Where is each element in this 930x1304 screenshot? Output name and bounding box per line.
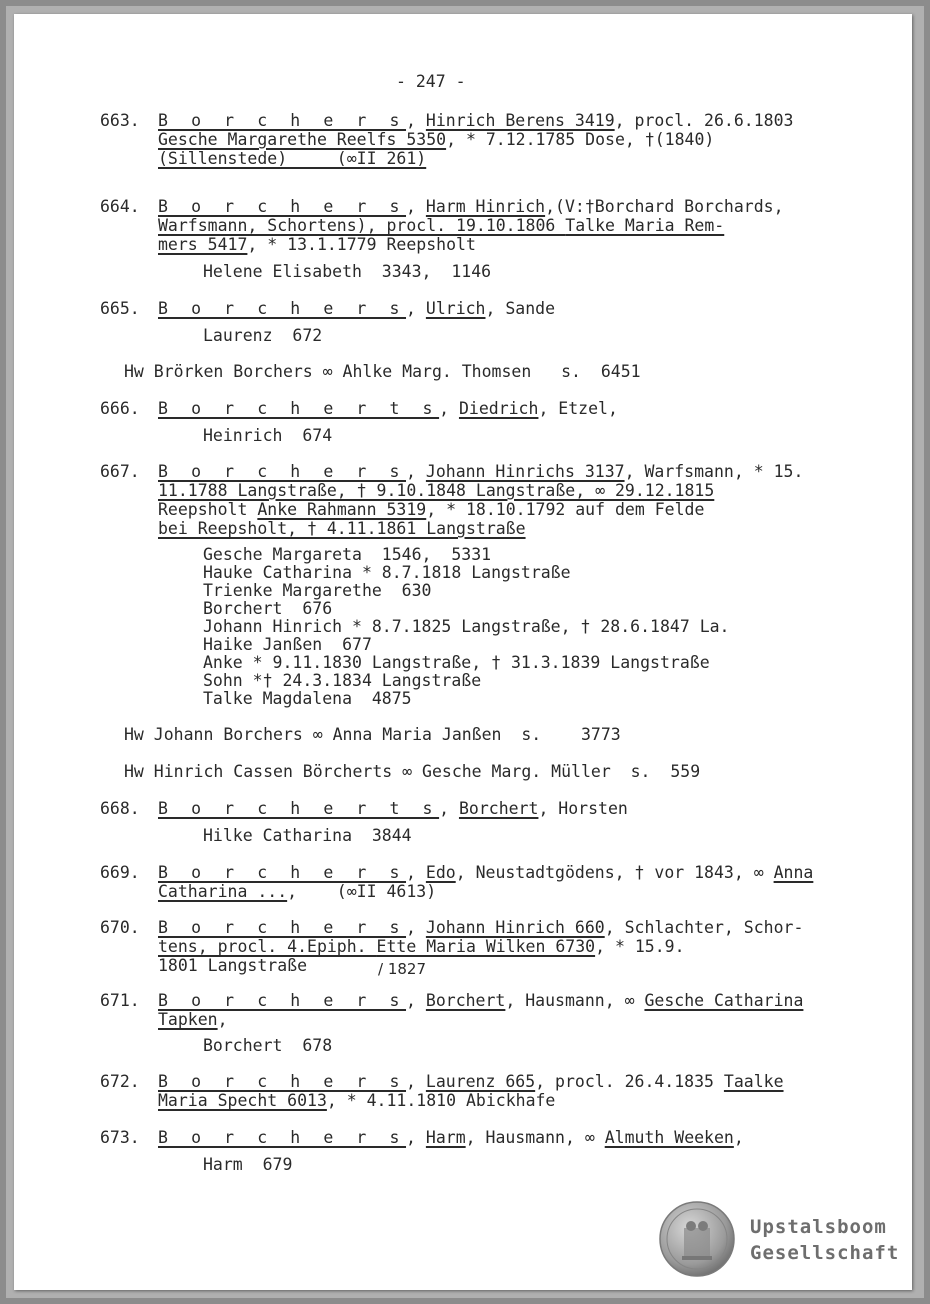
given-name: Ulrich xyxy=(425,299,486,318)
entry-number-672: 672. xyxy=(100,1072,140,1091)
entry-663-line3: (Sillenstede) (∞II 261) xyxy=(158,149,427,168)
given-name: Harm xyxy=(425,1128,466,1147)
surname: B o r c h e r t s xyxy=(158,399,440,418)
surname: B o r c h e r s xyxy=(158,462,407,481)
surname: B o r c h e r s xyxy=(158,299,407,318)
surname: B o r c h e r s xyxy=(158,197,407,216)
entry-669-line1: B o r c h e r s, Edo, Neustadtgödens, † vor 1843, ∞ Anna xyxy=(158,863,814,882)
child-line: Haike Janßen 677 xyxy=(203,635,372,654)
entry-673-line1: B o r c h e r s, Harm, Hausmann, ∞ Almuth Weeken, xyxy=(158,1128,744,1147)
given-name: Johann Hinrichs 3137 xyxy=(425,462,625,481)
given-name: Diedrich xyxy=(458,399,539,418)
entry-663-line1: B o r c h e r s, Hinrich Berens 3419, procl. 26.6.1803 xyxy=(158,111,794,130)
surname: B o r c h e r t s xyxy=(158,799,440,818)
entry-670-line2: tens, procl. 4.Epiph. Ette Maria Wilken 6730, * 15.9. xyxy=(158,937,685,956)
given-name: Johann Hinrich 660 xyxy=(425,918,605,937)
entry-number-669: 669. xyxy=(100,863,140,882)
given-name: Hinrich Berens 3419 xyxy=(425,111,615,130)
spouse-name: Almuth Weeken xyxy=(604,1128,734,1147)
page-number: - 247 - xyxy=(396,72,466,91)
surname: B o r c h e r s xyxy=(158,1128,407,1147)
child-line: Borchert 678 xyxy=(203,1036,333,1055)
entry-672-line2: Maria Specht 6013, * 4.11.1810 Abickhafe xyxy=(158,1091,556,1110)
spouse-name: Anna xyxy=(773,863,814,882)
spouse-name: Ette Maria Wilken 6730 xyxy=(376,937,596,956)
surname: B o r c h e r s xyxy=(158,1072,407,1091)
society-name-line1: Upstalsboom xyxy=(750,1216,887,1238)
entry-667-line4: bei Reepsholt, † 4.11.1861 Langstraße xyxy=(158,519,526,538)
child-line: Trienke Margarethe 630 xyxy=(203,581,432,600)
entry-665-line1: B o r c h e r s, Ulrich, Sande xyxy=(158,299,556,318)
child-line: Sohn *† 24.3.1834 Langstraße xyxy=(203,671,482,690)
entry-671-line1: B o r c h e r s, Borchert, Hausmann, ∞ Gesche Catharina xyxy=(158,991,804,1010)
given-name: Borchert xyxy=(425,991,506,1010)
hw-note: Hw Hinrich Cassen Börcherts ∞ Gesche Marg. Müller s. 559 xyxy=(124,762,701,781)
document-page[interactable] xyxy=(14,14,912,1290)
entry-667-line1: B o r c h e r s, Johann Hinrichs 3137, Warfsmann, * 15. xyxy=(158,462,804,481)
entry-667-line3: Reepsholt Anke Rahmann 5319, * 18.10.1792 auf dem Felde xyxy=(158,500,705,519)
entry-number-673: 673. xyxy=(100,1128,140,1147)
spouse-name: Gesche Margarethe Reelfs 5350 xyxy=(158,130,447,149)
entry-670-line1: B o r c h e r s, Johann Hinrich 660, Schlachter, Schor- xyxy=(158,918,804,937)
child-line: Hilke Catharina 3844 xyxy=(203,826,412,845)
child-line: Heinrich 674 xyxy=(203,426,333,445)
entry-666-line1: B o r c h e r t s, Diedrich, Etzel, xyxy=(158,399,618,418)
child-line: Helene Elisabeth 3343, 1146 xyxy=(203,262,492,281)
child-line: Laurenz 672 xyxy=(203,326,323,345)
entry-670-line3: 1801 Langstraße xyxy=(158,956,308,975)
given-name: Harm Hinrich xyxy=(425,197,546,216)
child-line: Hauke Catharina * 8.7.1818 Langstraße xyxy=(203,563,571,582)
child-line: Gesche Margareta 1546, 5331 xyxy=(203,545,492,564)
child-line: Borchert 676 xyxy=(203,599,333,618)
entry-669-line2: Catharina ..., (∞II 4613) xyxy=(158,882,437,901)
entry-number-671: 671. xyxy=(100,991,140,1010)
entry-664-line2: Warfsmann, Schortens), procl. 19.10.1806 Talke Maria Rem- xyxy=(158,216,725,235)
surname: B o r c h e r s xyxy=(158,918,407,937)
entry-664-line1: B o r c h e r s, Harm Hinrich,(V:†Borchard Borchards, xyxy=(158,197,784,216)
entry-number-667: 667. xyxy=(100,462,140,481)
society-seal-icon xyxy=(658,1200,736,1278)
surname: B o r c h e r s xyxy=(158,991,407,1010)
surname: B o r c h e r s xyxy=(158,863,407,882)
spouse-name: Talke Maria Rem- xyxy=(565,216,725,235)
entry-663-line2: Gesche Margarethe Reelfs 5350, * 7.12.1785 Dose, †(1840) xyxy=(158,130,715,149)
spouse-name: Taalke xyxy=(723,1072,784,1091)
child-line: Johann Hinrich * 8.7.1825 Langstraße, † 28.6.1847 La. xyxy=(203,617,730,636)
entry-664-line3: mers 5417, * 13.1.1779 Reepsholt xyxy=(158,235,476,254)
spouse-name: Gesche Catharina xyxy=(644,991,804,1010)
entry-672-line1: B o r c h e r s, Laurenz 665, procl. 26.4.1835 Taalke xyxy=(158,1072,784,1091)
given-name: Laurenz 665 xyxy=(425,1072,536,1091)
surname: B o r c h e r s xyxy=(158,111,407,130)
spouse-name: Anke Rahmann 5319 xyxy=(257,500,427,519)
given-name: Edo xyxy=(425,863,456,882)
entry-number-670: 670. xyxy=(100,918,140,937)
entry-668-line1: B o r c h e r t s, Borchert, Horsten xyxy=(158,799,628,818)
entry-number-663: 663. xyxy=(100,111,140,130)
entry-number-665: 665. xyxy=(100,299,140,318)
child-line: Harm 679 xyxy=(203,1155,293,1174)
entry-number-666: 666. xyxy=(100,399,140,418)
given-name: Borchert xyxy=(458,799,539,818)
society-name-line2: Gesellschaft xyxy=(750,1242,900,1264)
handwritten-note: / 1827 xyxy=(378,960,426,978)
child-line: Talke Magdalena 4875 xyxy=(203,689,412,708)
entry-number-664: 664. xyxy=(100,197,140,216)
hw-note: Hw Brörken Borchers ∞ Ahlke Marg. Thomsen s. 6451 xyxy=(124,362,641,381)
entry-671-line2: Tapken, xyxy=(158,1010,228,1029)
entry-number-668: 668. xyxy=(100,799,140,818)
child-line: Anke * 9.11.1830 Langstraße, † 31.3.1839 Langstraße xyxy=(203,653,710,672)
entry-667-line2: 11.1788 Langstraße, † 9.10.1848 Langstraße, ∞ 29.12.1815 xyxy=(158,481,715,500)
hw-note: Hw Johann Borchers ∞ Anna Maria Janßen s. 3773 xyxy=(124,725,621,744)
